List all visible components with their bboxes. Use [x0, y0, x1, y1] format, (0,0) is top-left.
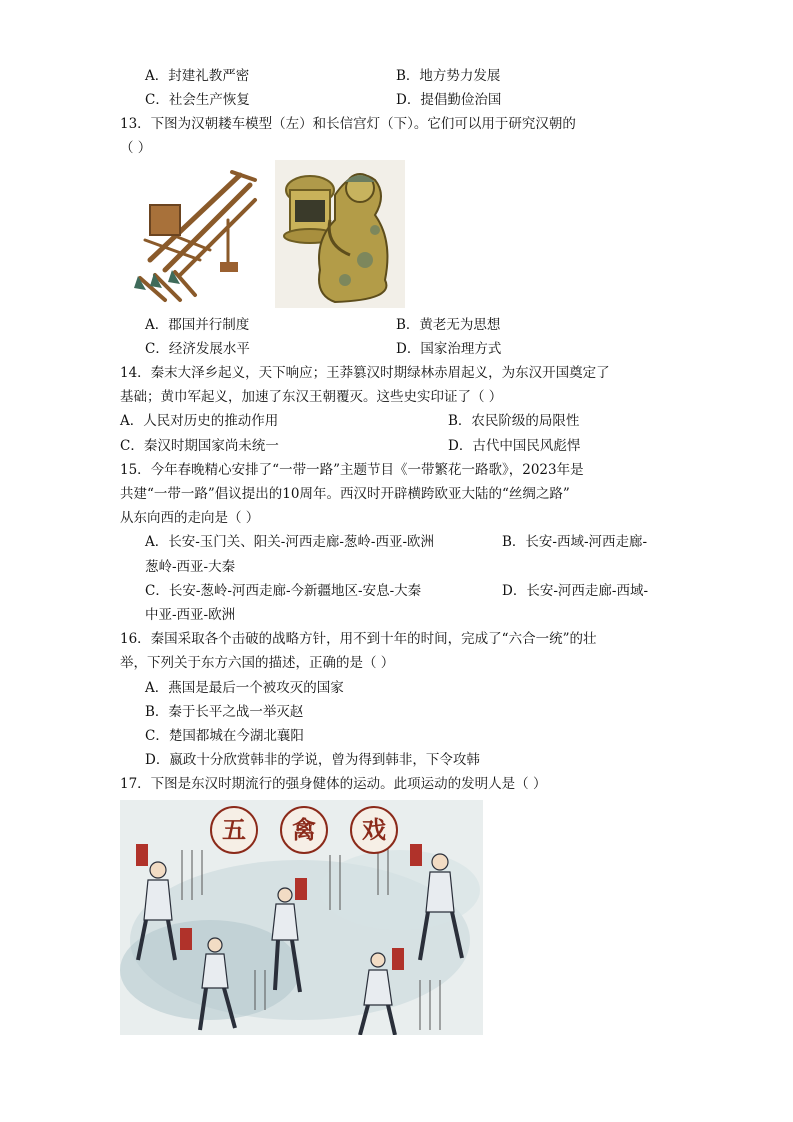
q15-option-c[interactable]: C．长安-葱岭-河西走廊-今新疆地区-安息-大秦 — [145, 583, 422, 599]
q16-option-a[interactable]: A．燕国是最后一个被攻灭的国家 — [145, 680, 344, 696]
q13-stem: 13．下图为汉朝耧车模型（左）和长信宫灯（下）。它们可以用于研究汉朝的 — [120, 116, 576, 132]
seed-drill-figure — [120, 160, 260, 305]
q12-option-d[interactable]: D．提倡勤俭治国 — [396, 92, 502, 108]
q16-stem-cont: 举，下列关于东方六国的描述，正确的是（ ） — [120, 655, 395, 671]
banner-char-wu: 五 — [210, 806, 258, 854]
q13-option-a[interactable]: A．郡国并行制度 — [145, 317, 250, 333]
q15-option-a[interactable]: A．长安-玉门关、阳关-河西走廊-葱岭-西亚-欧洲 — [145, 534, 435, 550]
q12-option-b[interactable]: B．地方势力发展 — [396, 68, 501, 84]
q16-option-c[interactable]: C．楚国都城在今湖北襄阳 — [145, 728, 304, 744]
q15-stem-end: 从东向西的走向是（ ） — [120, 510, 260, 526]
q14-option-c[interactable]: C．秦汉时期国家尚未统一 — [120, 438, 279, 454]
q16-option-b[interactable]: B．秦于长平之战一举灭赵 — [145, 704, 304, 720]
q12-option-a[interactable]: A．封建礼教严密 — [145, 68, 250, 84]
q16-option-d[interactable]: D．嬴政十分欣赏韩非的学说，曾为得到韩非，下令攻韩 — [145, 752, 480, 768]
q14-option-a[interactable]: A．人民对历史的推动作用 — [120, 413, 279, 429]
q15-stem: 15．今年春晚精心安排了“一带一路”主题节目《一带繁花一路歌》，2023年是 — [120, 462, 584, 478]
q15-option-d[interactable]: D．长安-河西走廊-西域- — [502, 583, 649, 599]
q16-stem: 16．秦国采取各个击破的战略方针，用不到十年的时间，完成了“六合一统”的壮 — [120, 631, 597, 647]
banner-char-xi: 戏 — [350, 806, 398, 854]
q14-option-d[interactable]: D．古代中国民风彪悍 — [448, 438, 581, 454]
q13-stem-cont: （ ） — [120, 140, 152, 156]
q14-option-b[interactable]: B．农民阶级的局限性 — [448, 413, 580, 429]
q13-option-d[interactable]: D．国家治理方式 — [396, 341, 502, 357]
q13-option-c[interactable]: C．经济发展水平 — [145, 341, 250, 357]
q17-stem: 17．下图是东汉时期流行的强身健体的运动。此项运动的发明人是（ ） — [120, 776, 547, 792]
q14-stem-cont: 基础；黄巾军起义，加速了东汉王朝覆灭。这些史实印证了（ ） — [120, 389, 503, 405]
banner-char-qin: 禽 — [280, 806, 328, 854]
q15-option-d-cont[interactable]: 中亚-西亚-欧洲 — [145, 607, 236, 623]
q15-option-b[interactable]: B．长安-西域-河西走廊- — [502, 534, 648, 550]
q13-option-b[interactable]: B．黄老无为思想 — [396, 317, 501, 333]
q14-stem: 14．秦末大泽乡起义，天下响应；王莽篡汉时期绿林赤眉起义，为东汉开国奠定了 — [120, 365, 610, 381]
q12-option-c[interactable]: C．社会生产恢复 — [145, 92, 250, 108]
wuqinxi-figure — [120, 800, 483, 1035]
changxin-lamp-figure — [275, 160, 405, 308]
q15-option-b-cont[interactable]: 葱岭-西亚-大秦 — [145, 559, 236, 575]
q15-stem-cont: 共建“一带一路”倡议提出的10周年。西汉时开辟横跨欧亚大陆的“丝绸之路” — [120, 486, 570, 502]
